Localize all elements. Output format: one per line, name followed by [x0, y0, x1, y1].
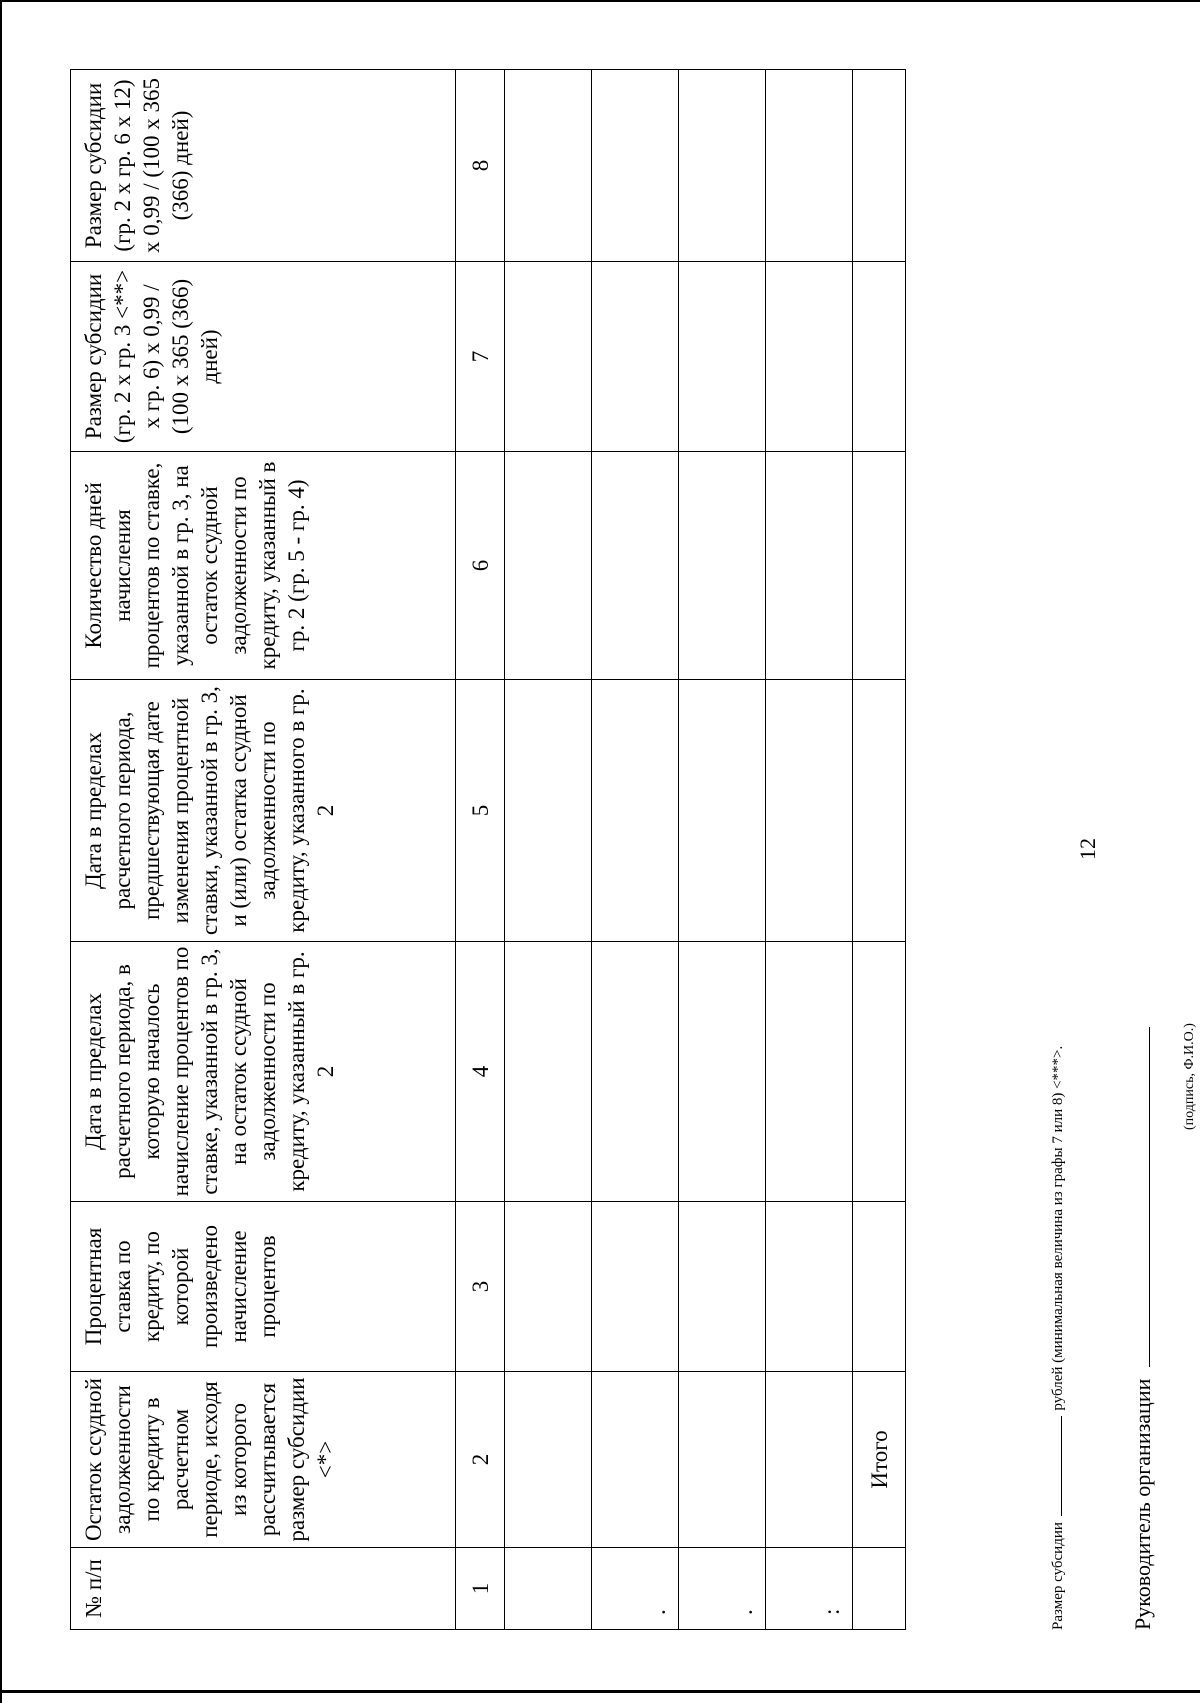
- signature-hint: (подпись, Ф.И.О.): [1182, 1023, 1197, 1130]
- scan-edge-bottom: [0, 1690, 1200, 1693]
- page-number: 12: [1075, 838, 1100, 860]
- table-row: [592, 70, 679, 1630]
- header-cell: Остаток ссудной задолженности по кредиту в расчетном периоде, исходя из которого рассчитывается размер субсидии <*>: [71, 1372, 456, 1548]
- table-cell: [766, 452, 853, 680]
- table-cell: [505, 1372, 592, 1548]
- column-number: 1: [456, 1548, 505, 1630]
- table-cell: [592, 70, 679, 262]
- table-cell: [505, 680, 592, 942]
- table-cell: [679, 942, 766, 1202]
- header-cell: Количество дней начисления процентов по ставке, указанной в гр. 3, на остаток ссудной задолженности по кредиту, указанный в гр. 2 (гр. 5 - гр. 4): [71, 452, 456, 680]
- signature-blank[interactable]: [1149, 1027, 1150, 1367]
- subsidy-amount-line: [1050, 1046, 1067, 1630]
- table-cell: [505, 452, 592, 680]
- column-number-row: [456, 70, 505, 1630]
- table-cell: [853, 452, 906, 680]
- column-number: 5: [456, 680, 505, 942]
- column-number: 2: [456, 1372, 505, 1548]
- table-cell: [679, 452, 766, 680]
- scan-edge-left: [0, 0, 2, 1703]
- scan-edge-top: [0, 0, 1200, 2]
- table-cell: [679, 70, 766, 262]
- footnote-prefix: Размер субсидии: [1050, 1522, 1066, 1630]
- table-row: [505, 70, 592, 1630]
- amount-blank[interactable]: [1061, 1416, 1062, 1516]
- table-header-row: [71, 70, 456, 1630]
- table-cell: [853, 1202, 906, 1372]
- header-cell: Размер субсидии (гр. 2 x гр. 3 <**> x гр. 6) x 0,99 / (100 x 365 (366) дней): [71, 262, 456, 452]
- table-cell: [679, 1202, 766, 1372]
- table-row: [766, 70, 853, 1630]
- table-cell: [592, 942, 679, 1202]
- table-cell: [766, 942, 853, 1202]
- row-marker: .: [679, 1548, 766, 1630]
- total-row: [853, 70, 906, 1630]
- column-number: 7: [456, 262, 505, 452]
- header-cell: Дата в пределах расчетного периода, в которую началось начисление процентов по ставке, указанной в гр. 3, на остаток ссудной задолженности по кредиту, указанный в гр. 2: [71, 942, 456, 1202]
- table-cell: [505, 942, 592, 1202]
- table-cell: [853, 942, 906, 1202]
- header-cell: № п/п: [71, 1548, 456, 1630]
- table-cell: [679, 680, 766, 942]
- total-label: Итого: [853, 1372, 906, 1548]
- table-cell: [853, 70, 906, 262]
- table-cell: [592, 452, 679, 680]
- table-cell: [592, 1372, 679, 1548]
- subsidy-table: [70, 69, 906, 1630]
- header-cell: Процентная ставка по кредиту, по которой произведено начисление процентов: [71, 1202, 456, 1372]
- table-cell: [853, 262, 906, 452]
- column-number: 3: [456, 1202, 505, 1372]
- signer-label: Руководитель организации: [1130, 1378, 1155, 1630]
- rotated-content: [70, 70, 1197, 1630]
- table-cell: [766, 1372, 853, 1548]
- footnote-suffix: рублей (минимальная величина из графы 7 или 8) <***>.: [1050, 1045, 1066, 1411]
- table-cell: [592, 262, 679, 452]
- row-marker: :: [766, 1548, 853, 1630]
- table-cell: [679, 1372, 766, 1548]
- header-cell: Размер субсидии (гр. 2 x гр. 6 x 12) x 0,99 / (100 x 365 (366) дней): [71, 70, 456, 262]
- column-number: 8: [456, 70, 505, 262]
- table-cell: [505, 1202, 592, 1372]
- table-cell: [766, 70, 853, 262]
- table-cell: [766, 680, 853, 942]
- table-cell: [766, 1202, 853, 1372]
- signer-line: [1130, 1027, 1156, 1630]
- column-number: 6: [456, 452, 505, 680]
- table-cell: [592, 680, 679, 942]
- row-marker: .: [592, 1548, 679, 1630]
- table-cell: [505, 262, 592, 452]
- table-cell: [853, 1548, 906, 1630]
- table-cell: [766, 262, 853, 452]
- column-number: 4: [456, 942, 505, 1202]
- table-row: [679, 70, 766, 1630]
- table-cell: [505, 70, 592, 262]
- header-cell: Дата в пределах расчетного периода, предшествующая дате изменения процентной ставки, указанной в гр. 3, и (или) остатка ссудной задолженности по кредиту, указанного в гр. 2: [71, 680, 456, 942]
- table-cell: [679, 262, 766, 452]
- table-cell: [853, 680, 906, 942]
- table-cell: [592, 1202, 679, 1372]
- row-marker: [505, 1548, 592, 1630]
